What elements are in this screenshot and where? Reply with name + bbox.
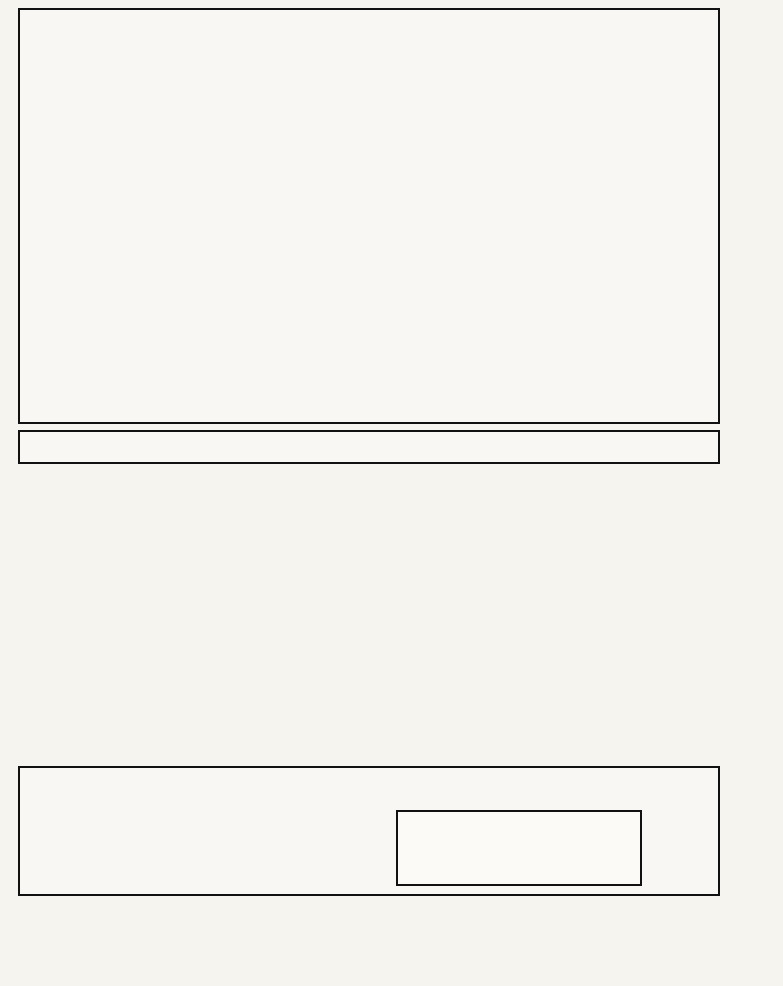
scoring-grid-lines bbox=[22, 546, 732, 751]
scoring-grid bbox=[22, 546, 732, 756]
entry-list-panel bbox=[18, 8, 720, 424]
timing-banner bbox=[18, 430, 720, 464]
company-box bbox=[396, 810, 642, 886]
advertisement bbox=[18, 766, 720, 896]
